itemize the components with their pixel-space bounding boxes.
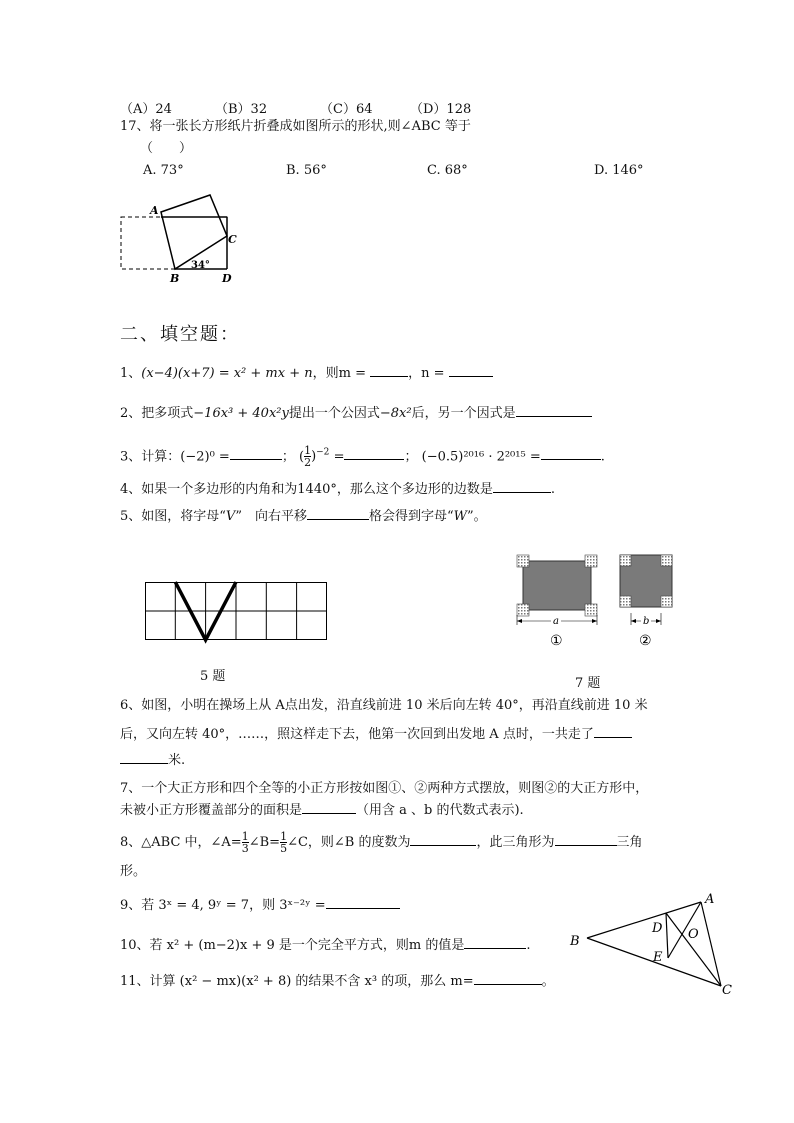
q8-blank-type[interactable] <box>555 833 617 846</box>
q7-squares-figure <box>515 553 685 648</box>
q17-option-b: B. 56° <box>286 163 327 178</box>
question-5: 5、如图，将字母“V” 向右平移 格会得到字母“W”。 <box>120 509 487 524</box>
question-7-line-2: 未被小正方形覆盖部分的面积是 （用含 a 、b 的代数式表示). <box>120 803 524 818</box>
q4-blank[interactable] <box>493 480 551 493</box>
q3-blank-1[interactable] <box>230 447 282 460</box>
question-11: 11、计算 (x² − mx)(x² + 8) 的结果不含 x³ 的项，那么 m= 。 <box>120 974 555 989</box>
q9-blank[interactable] <box>326 896 400 909</box>
fig7-label-2: ② <box>639 633 652 649</box>
fig5-caption: 5 题 <box>200 669 226 684</box>
tri-label-e: E <box>653 950 663 965</box>
triangle-abc-figure <box>565 890 740 1000</box>
q6-blank[interactable] <box>594 725 632 738</box>
q17-label-b: B <box>170 272 180 285</box>
q1-blank-m[interactable] <box>370 364 408 377</box>
tri-label-a: A <box>705 892 715 907</box>
question-7-line-1: 7、一个大正方形和四个全等的小正方形按如图①、②两种方式摆放，则图②的大正方形中， <box>120 781 649 796</box>
question-6-line-3: 米. <box>120 751 185 770</box>
q17-label-a: A <box>150 204 159 217</box>
fig7-label-a: a <box>553 616 559 627</box>
question-3: 3、计算：(−2)⁰ = ； ( $\frac{1}{2}$ )$^{-2}$ = ； (−0.5)²⁰¹⁶ · 2²⁰¹⁵ = . <box>120 444 605 470</box>
question-6-line-1: 6、如图，小明在操场上从 A点出发，沿直线前进 10 米后向左转 40°，再沿直线前进 10 米 <box>120 698 648 713</box>
question-8-line-2: 形。 <box>120 864 147 879</box>
fig7-label-b: b <box>643 616 650 627</box>
question-4: 4、如果一个多边形的内角和为1440°，那么这个多边形的边数是 . <box>120 482 555 497</box>
q8-fraction-one-fifth: $\frac{1}{5}$ <box>280 830 288 855</box>
q11-blank[interactable] <box>474 972 542 985</box>
fig7-label-1: ① <box>550 633 563 649</box>
q16-option-c: （C）64 <box>320 102 373 117</box>
question-1: 1、(x−4)(x+7) = x² + mx + n，则m = ，n = <box>120 364 493 383</box>
q6-blank-continued[interactable] <box>120 751 168 764</box>
q17-angle-label: 34° <box>191 260 210 271</box>
tri-label-d: D <box>652 921 663 936</box>
q17-option-c: C. 68° <box>427 163 468 178</box>
q3-fraction-one-half: $\frac{1}{2}$ <box>304 444 312 470</box>
tri-label-c: C <box>722 983 732 998</box>
q16-option-d: （D）128 <box>410 102 472 117</box>
fig7-caption: 7 题 <box>575 676 601 691</box>
tri-label-b: B <box>570 934 580 949</box>
q17-folded-rectangle-figure <box>115 190 245 285</box>
q17-label-c: C <box>228 233 237 246</box>
q5-blank[interactable] <box>307 507 369 520</box>
q10-blank[interactable] <box>464 936 526 949</box>
q5-grid-letter-v-figure <box>145 582 327 642</box>
question-9: 9、若 3ˣ = 4, 9ʸ = 7，则 3ˣ⁻²ʸ = <box>120 896 400 915</box>
q3-blank-2[interactable] <box>344 447 404 460</box>
q17-label-d: D <box>222 272 232 285</box>
question-6-line-2: 后，又向左转 40°，……，照这样走下去，他第一次回到出发地 A 点时，一共走了 <box>120 725 632 744</box>
q16-option-b: （B）32 <box>215 102 268 117</box>
q1-blank-n[interactable] <box>449 364 493 377</box>
question-8: 8、△ABC 中，∠A= $\frac{1}{3}$ ∠B= $\frac{1}{5}$ ∠C，则∠B 的度数为 ，此三角形为 三角 <box>120 830 643 855</box>
q17-question: 17、将一张长方形纸片折叠成如图所示的形状,则∠ABC 等于 <box>120 119 471 134</box>
section-title: 二、填空题： <box>120 324 240 345</box>
q17-option-d: D. 146° <box>594 163 644 178</box>
question-10: 10、若 x² + (m−2)x + 9 是一个完全平方式，则m 的值是 . <box>120 938 531 953</box>
q17-answer-paren: （ ） <box>140 141 193 156</box>
q8-blank-angle[interactable] <box>410 833 476 846</box>
question-2: 2、把多项式−16x³ + 40x²y提出一个公因式−8x²后，另一个因式是 <box>120 404 592 423</box>
q7-blank[interactable] <box>302 801 356 814</box>
q16-option-a: （A）24 <box>120 102 172 117</box>
q2-blank[interactable] <box>516 404 592 417</box>
q17-option-a: A. 73° <box>143 163 184 178</box>
q3-blank-3[interactable] <box>541 447 601 460</box>
q8-fraction-one-third: $\frac{1}{3}$ <box>241 830 249 855</box>
tri-label-o: O <box>688 927 699 942</box>
